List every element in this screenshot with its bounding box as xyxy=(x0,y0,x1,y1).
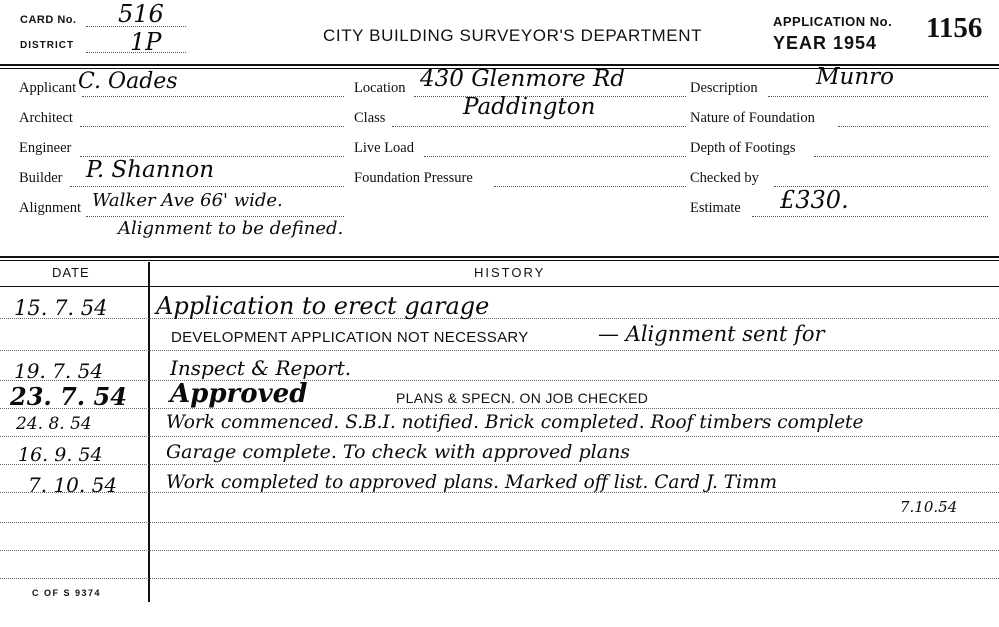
history-column-header: HISTORY xyxy=(474,265,546,280)
description-value: Munro xyxy=(816,64,895,90)
applicant-label: Applicant xyxy=(19,80,77,96)
nature-of-foundation-label: Nature of Foundation xyxy=(690,110,815,126)
plans-checked-stamp: PLANS & SPECN. ON JOB CHECKED xyxy=(396,390,649,406)
depth-of-footings-label: Depth of Footings xyxy=(690,140,796,156)
location-value-2: Paddington xyxy=(463,94,596,120)
year-label: YEAR 1954 xyxy=(773,33,878,53)
card-no-label: CARD No. xyxy=(20,14,77,26)
history-date: 23. 7. 54 xyxy=(10,382,127,411)
application-label: APPLICATION No. xyxy=(773,14,893,29)
signoff-date: 7.10.54 xyxy=(900,498,958,516)
history-text: Work commenced. S.B.I. notified. Brick completed. Roof timbers complete xyxy=(166,412,864,433)
development-stamp: DEVELOPMENT APPLICATION NOT NECESSARY xyxy=(171,329,529,346)
district-label: DISTRICT xyxy=(20,40,75,51)
department-title: CITY BUILDING SURVEYOR'S DEPARTMENT xyxy=(323,26,703,45)
alignment-value-2: Alignment to be defined. xyxy=(118,218,344,239)
live-load-label: Live Load xyxy=(354,140,414,156)
history-text: Inspect & Report. xyxy=(170,356,352,380)
history-text: — Alignment sent for xyxy=(598,322,825,346)
estimate-label: Estimate xyxy=(690,200,741,216)
checked-by-label: Checked by xyxy=(690,170,759,186)
history-text: Application to erect garage xyxy=(156,292,490,320)
history-date: 7. 10. 54 xyxy=(28,473,118,497)
history-text: Garage complete. To check with approved plans xyxy=(166,441,631,463)
history-date: 15. 7. 54 xyxy=(14,296,108,320)
history-date: 19. 7. 54 xyxy=(14,359,104,383)
class-label: Class xyxy=(354,110,386,126)
builder-label: Builder xyxy=(19,170,63,186)
applicant-value: C. Oades xyxy=(78,69,178,94)
location-label: Location xyxy=(354,80,406,96)
card-no-value: 516 xyxy=(118,0,164,28)
foundation-pressure-label: Foundation Pressure xyxy=(354,170,473,186)
history-date: 16. 9. 54 xyxy=(18,444,103,466)
engineer-label: Engineer xyxy=(19,140,72,156)
history-text: Approved xyxy=(170,379,308,409)
alignment-value-1: Walker Ave 66' wide. xyxy=(92,190,283,211)
date-column-header: DATE xyxy=(52,265,90,280)
location-value: 430 Glenmore Rd xyxy=(420,66,625,92)
builder-value: P. Shannon xyxy=(86,157,215,183)
application-number: 1156 xyxy=(926,12,983,44)
estimate-value: £330. xyxy=(780,186,849,214)
form-code: C OF S 9374 xyxy=(32,588,102,598)
history-date: 24. 8. 54 xyxy=(16,414,92,434)
alignment-label: Alignment xyxy=(19,200,82,216)
architect-label: Architect xyxy=(19,110,73,126)
description-label: Description xyxy=(690,80,758,96)
district-value: 1P xyxy=(130,28,162,56)
history-text: Work completed to approved plans. Marked off list. Card J. Timm xyxy=(166,472,778,493)
